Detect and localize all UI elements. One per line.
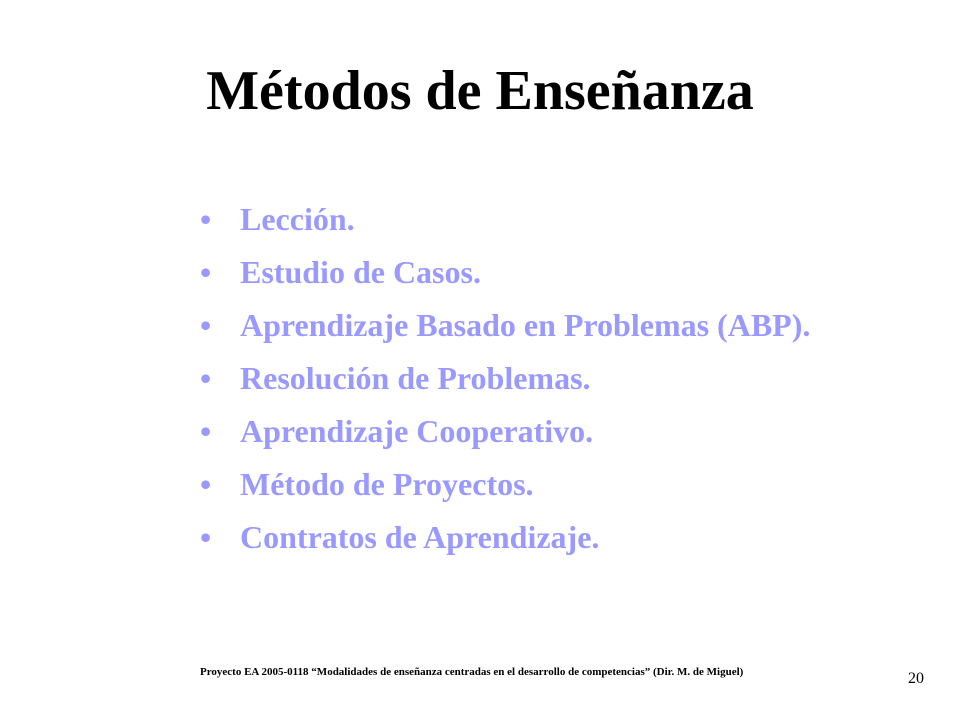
bullet-icon: • — [200, 466, 212, 502]
bullet-item — [200, 518, 840, 557]
bullet-icon: • — [200, 254, 212, 290]
bullet-text: Contratos de Aprendizaje. — [240, 519, 600, 555]
bullet-icon: • — [200, 307, 212, 343]
bullet-item — [200, 412, 840, 451]
bullet-text: Estudio de Casos. — [240, 254, 481, 290]
bullet-icon: • — [200, 360, 212, 396]
bullet-text: Lección. — [240, 201, 355, 237]
bullet-icon: • — [200, 519, 212, 555]
slide-title: Métodos de Enseñanza — [206, 60, 754, 122]
bullet-item — [200, 253, 840, 292]
bullet-item — [200, 306, 840, 345]
bullet-icon: • — [200, 413, 212, 449]
page-number: 20 — [908, 670, 924, 687]
bullet-item — [200, 200, 840, 239]
bullet-item — [200, 465, 840, 504]
bullet-list — [200, 200, 840, 571]
bullet-text: Resolución de Problemas. — [240, 360, 591, 396]
bullet-icon: • — [200, 201, 212, 237]
bullet-item — [200, 359, 840, 398]
bullet-text: Aprendizaje Cooperativo. — [240, 413, 594, 449]
footer-citation: Proyecto EA 2005-0118 “Modalidades de enseñanza centradas en el desarrollo de competencias” (Dir. M. de Miguel) — [200, 666, 744, 678]
bullet-text: Método de Proyectos. — [240, 466, 534, 502]
bullet-text: Aprendizaje Basado en Problemas (ABP). — [240, 307, 811, 343]
